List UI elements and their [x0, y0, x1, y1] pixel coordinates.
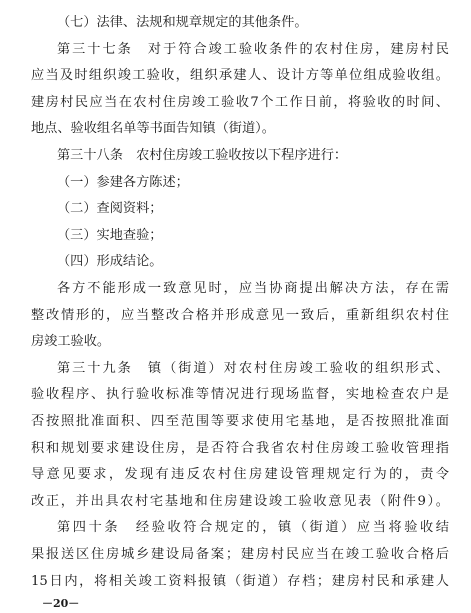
paragraph-line: 各方不能形成一致意见时，应当协商提出解决方法，存在需: [57, 281, 449, 296]
paragraph-line: 积和规划要求建设住房，是否符合我省农村住房竣工验收管理指: [31, 440, 449, 456]
article-40-heading-line: 第四十条 经验收符合规定的，镇（街道）应当将验收结: [57, 520, 449, 536]
paragraph-line: 建房村民应当在农村住房竣工验收7个工作日前，将验收的时间、: [31, 94, 449, 110]
list-item: （二）查阅资料；: [57, 201, 163, 217]
list-item: （四）形成结论。: [57, 254, 163, 270]
article-37-heading-line: 第三十七条 对于符合竣工验收条件的农村住房，建房村民: [57, 41, 449, 57]
article-39-heading-line: 第三十九条 镇（街道）对农村住房竣工验收的组织形式、: [57, 360, 449, 376]
paragraph-line: 房竣工验收。: [31, 334, 111, 350]
paragraph-line: （七）法律、法规和规章规定的其他条件。: [57, 15, 308, 30]
paragraph-line: 果报送区住房城乡建设局备案；建房村民应当在竣工验收合格后: [31, 547, 449, 562]
list-item: （三）实地查验；: [57, 227, 163, 243]
page-number: －20－: [42, 597, 80, 610]
paragraph-line: 改正，并出具农村宅基地和住房建设竣工验收意见表（附件9）。: [31, 493, 449, 509]
paragraph-line: 15日内，将相关竣工资料报镇（街道）存档；建房村民和承建人: [31, 573, 449, 589]
paragraph-line: 否按照批准面积、四至范围等要求使用宅基地，是否按照批准面: [31, 414, 449, 429]
article-38-heading-line: 第三十八条 农村住房竣工验收按以下程序进行：: [57, 148, 348, 163]
paragraph-line: 整改情形的，应当整改合格并形成意见一致后，重新组织农村住: [31, 307, 449, 323]
paragraph-line: 验收程序、执行验收标准等情况进行现场监督，实地检查农户是: [31, 387, 449, 403]
paragraph-line: 地点、验收组名单等书面告知镇（街道）。: [31, 121, 275, 137]
list-item: （一）参建各方陈述；: [57, 174, 189, 190]
paragraph-line: 应当及时组织竣工验收，组织承建人、设计方等单位组成验收组。: [31, 68, 449, 84]
paragraph-line: 导意见要求，发现有违反农村住房建设管理规定行为的，责令: [31, 467, 449, 483]
